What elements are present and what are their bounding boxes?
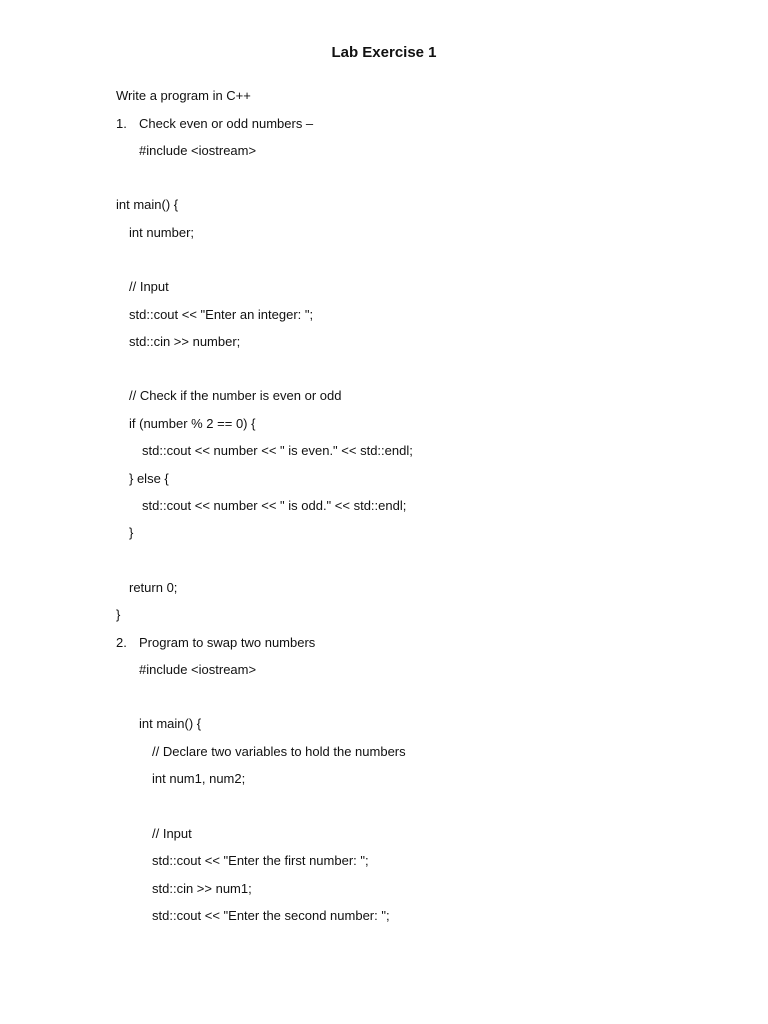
code-line: std::cout << "Enter an integer: "; (129, 307, 314, 322)
code-line: } else { (129, 471, 169, 486)
code-line: } (129, 525, 134, 540)
intro-text: Write a program in C++ (116, 88, 251, 103)
code-comment: // Input (129, 279, 169, 294)
code-line: std::cout << number << " is odd." << std::endl; (142, 498, 407, 513)
page-title: Lab Exercise 1 (331, 44, 437, 61)
section-1-number: 1. (116, 116, 127, 131)
section-2-heading: Program to swap two numbers (139, 635, 316, 650)
code-line: int main() { (116, 197, 179, 212)
code-line: return 0; (129, 580, 178, 595)
code-line: int num1, num2; (152, 771, 246, 786)
code-line: int number; (129, 225, 195, 240)
code-comment: // Declare two variables to hold the numbers (152, 744, 406, 759)
code-line: std::cin >> num1; (152, 881, 252, 896)
code-line: #include <iostream> (139, 662, 257, 677)
code-line: std::cin >> number; (129, 334, 241, 349)
section-1-heading: Check even or odd numbers – (139, 116, 314, 131)
section-2-number: 2. (116, 635, 127, 650)
code-line: if (number % 2 == 0) { (129, 416, 256, 431)
code-line: std::cout << number << " is even." << std::endl; (142, 443, 413, 458)
code-line: #include <iostream> (139, 143, 257, 158)
code-line: std::cout << "Enter the second number: "; (152, 908, 390, 923)
code-line: std::cout << "Enter the first number: "; (152, 853, 369, 868)
code-comment: // Check if the number is even or odd (129, 388, 342, 403)
code-comment: // Input (152, 826, 192, 841)
code-line: } (116, 607, 121, 622)
code-line: int main() { (139, 716, 202, 731)
